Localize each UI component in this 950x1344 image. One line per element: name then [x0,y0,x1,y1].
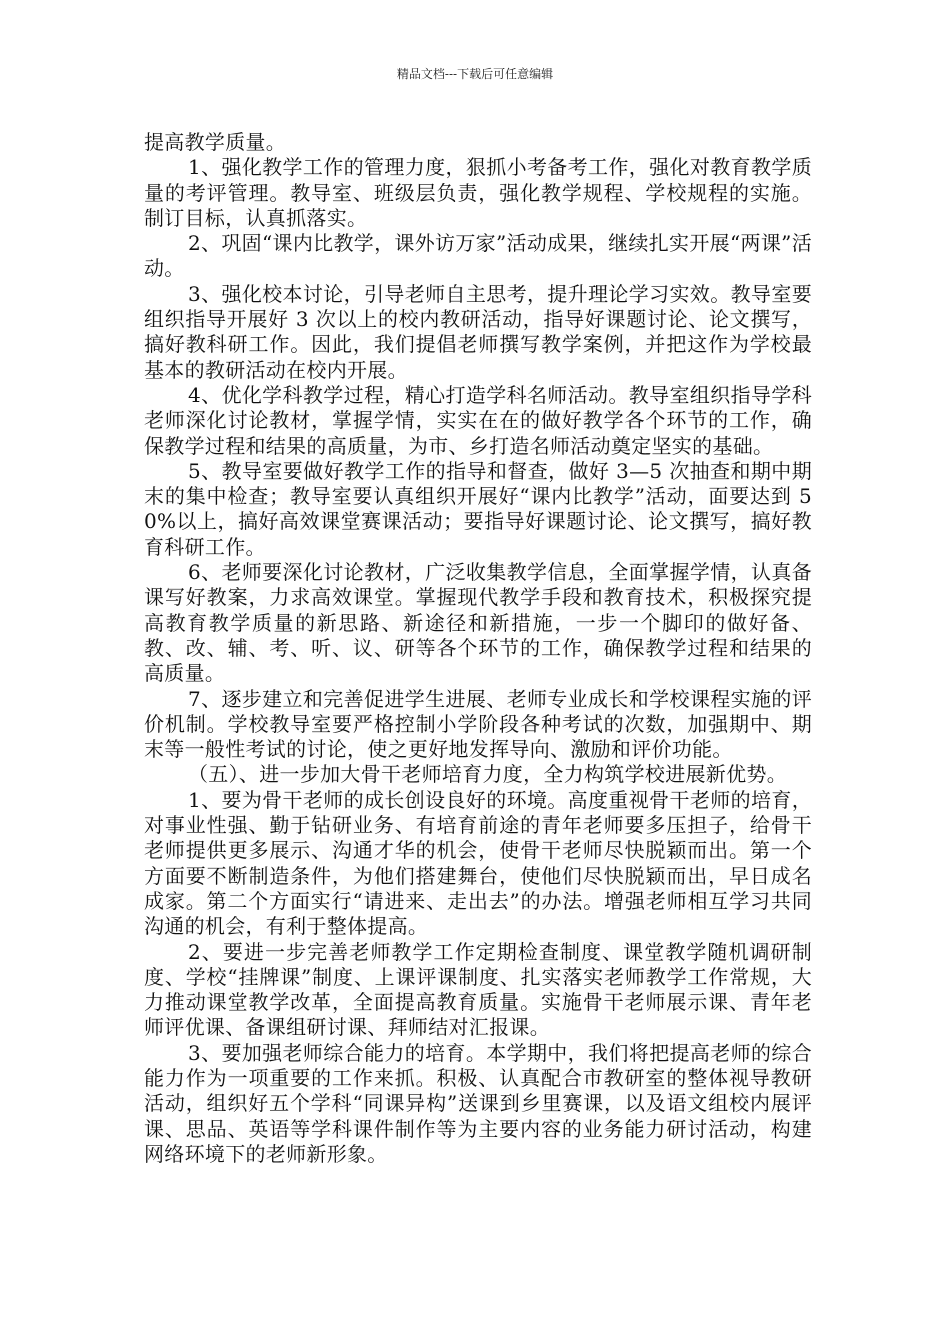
paragraph-item-5: 5、教导室要做好教学工作的指导和督查，做好 3—5 次抽查和期中期末的集中检查；教导室要认真组织开展好“课内比教学”活动，面要达到 50%以上，搞好高效课堂赛课活动；要指导好课题讨论、论文撰写，搞好教育科研工作。 [144,458,812,559]
paragraph-item-6: 6、老师要深化讨论教材，广泛收集教学信息，全面掌握学情，认真备课写好教案，力求高效课堂。掌握现代教学手段和教育技术，积极探究提高教育教学质量的新思路、新途径和新措施，一步一个脚印的做好备、教、改、辅、考、听、议、研等各个环节的工作，确保教学过程和结果的高质量。 [144,560,812,686]
paragraph-item-1: 1、强化教学工作的管理力度，狠抓小考备考工作，强化对教育教学质量的考评管理。教导室、班级层负责，强化教学规程、学校规程的实施。制订目标，认真抓落实。 [144,155,812,230]
paragraph-item-7: 7、逐步建立和完善促进学生进展、老师专业成长和学校课程实施的评价机制。学校教导室要严格控制小学阶段各种考试的次数，加强期中、期末等一般性考试的讨论，使之更好地发挥导向、激励和评价功能。 [144,686,812,762]
section-heading-5: （五）、进一步加大骨干老师培育力度，全力构筑学校进展新优势。 [188,762,787,787]
paragraph-item-3: 3、强化校本讨论，引导老师自主思考，提升理论学习实效。教导室要组织指导开展好 3 次以上的校内教研活动，指导好课题讨论、论文撰写，搞好教科研工作。因此，我们提倡老师撰写教学案例，并把这作为学校最基本的教研活动在校内开展。 [144,281,812,382]
paragraph-backbone-2: 2、要进一步完善老师教学工作定期检查制度、课堂教学随机调研制度、学校“挂牌课”制度、上课评课制度、扎实落实老师教学工作常规，大力推动课堂教学改革，全面提高教育质量。实施骨干老师展示课、青年老师评优课、备课组研讨课、拜师结对汇报课。 [144,939,812,1040]
page-header: 精品文档---下载后可任意编辑 [396,67,554,81]
paragraph-item-4: 4、优化学科教学过程，精心打造学科名师活动。教导室组织指导学科老师深化讨论教材，掌握学情，实实在在的做好教学各个环节的工作，确保教学过程和结果的高质量，为市、乡打造名师活动奠定坚实的基础。 [144,382,812,458]
paragraph-backbone-1: 1、要为骨干老师的成长创设良好的环境。高度重视骨干老师的培育，对事业性强、勤于钻研业务、有培育前途的青年老师要多压担子，给骨干老师提供更多展示、沟通才华的机会，使骨干老师尽快脱颖而出。第一个方面要不断制造条件，为他们搭建舞台，使他们尽快脱颖而出，早日成名成家。第二个方面实行“请进来、走出去”的办法。增强老师相互学习共同沟通的机会，有利于整体提高。 [144,787,812,939]
paragraph-intro: 提高教学质量。 [144,130,287,154]
paragraph-item-2: 2、巩固“课内比教学，课外访万家”活动成果，继续扎实开展“两课”活动。 [144,231,812,281]
document-body [144,130,812,1167]
paragraph-backbone-3: 3、要加强老师综合能力的培育。本学期中，我们将把提高老师的综合能力作为一项重要的工作来抓。积极、认真配合市教研室的整体视导教研活动，组织好五个学科“同课异构”送课到乡里赛课，以及语文组校内展评课、思品、英语等学科课件制作等为主要内容的业务能力研讨活动，构建网络环境下的老师新形象。 [144,1040,812,1166]
